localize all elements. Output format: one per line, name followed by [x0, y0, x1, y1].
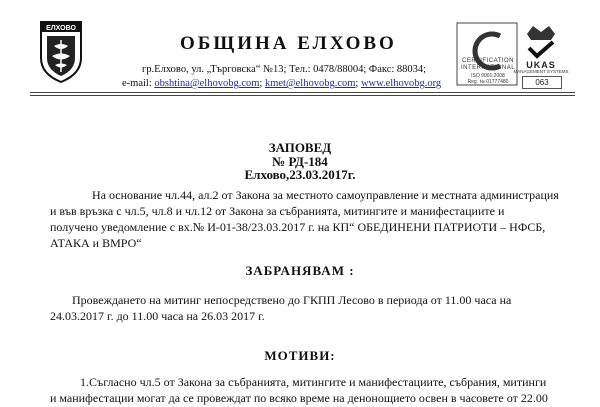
website-link[interactable]: www.elhovobg.org — [360, 78, 442, 89]
intro-line: На основание чл.44, ал.2 от Закона за местното самоуправление и местната администрация — [92, 188, 559, 202]
prohibit-line: Провеждането на митинг непосредствено до ГКПП Лесово в периода от 11.00 часа на — [72, 293, 512, 307]
intro-line: получено уведомление с вх.№ И-01-38/23.03.2017 г. на КП“ ОБЕДИНЕНИ ПАТРИОТИ – НФСБ, — [50, 220, 546, 234]
ukas-crown-tick-logo — [519, 20, 563, 64]
email-link-kmet[interactable]: kmet@elhovobg.com — [264, 78, 356, 89]
header-divider — [30, 95, 575, 96]
prohibit-heading: ЗАБРАНЯВАМ : — [245, 263, 355, 278]
email-separator: ; — [259, 78, 263, 89]
motives-heading: МОТИВИ: — [264, 348, 336, 363]
email-label: e-mail: — [122, 78, 152, 89]
prohibit-paragraph — [50, 292, 570, 324]
municipality-title: ОБЩИНА ЕЛХОВО — [180, 33, 397, 54]
ukas-number: 063 — [522, 76, 562, 89]
email-link-obshtina[interactable]: obshtina@elhovobg.com — [154, 78, 260, 89]
email-separator: ; — [355, 78, 359, 89]
header-divider — [30, 92, 575, 93]
motive-line: 1.Съгласно чл.5 от Закона за събранията, митингите и манифестациите, събрания, митинги — [80, 375, 547, 389]
cert-text-certification: CERTIFICATION — [462, 58, 514, 64]
ukas-subtitle: MANAGEMENT SYSTEMS — [513, 69, 569, 74]
crest-label: ЕЛХОВО — [46, 25, 76, 32]
cert-text-iso: ISO 9001:2008 — [471, 73, 505, 79]
contact-emails — [122, 78, 441, 89]
cert-text-international: INTERNATIONAL — [460, 65, 516, 71]
order-number: № РД-184 — [272, 154, 328, 169]
intro-line: АТАКА и ВМРО“ — [50, 236, 142, 250]
elhovo-crest-logo — [38, 18, 84, 84]
motives-paragraph — [50, 374, 570, 406]
intro-paragraph — [50, 187, 570, 251]
prohibit-line: 24.03.2017 г. до 11.00 часа на 26.03 2017 г. — [50, 309, 265, 323]
order-place-date: Елхово,23.03.2017г. — [244, 167, 356, 182]
cert-text-reg: Reg. № 01777480 — [467, 79, 509, 85]
order-heading: ЗАПОВЕД — [268, 140, 332, 155]
intro-line: и във връзка с чл.5, чл.8 и чл.12 от Закона за събранията, митингите и манифестациите и — [50, 204, 505, 218]
address-line: гр.Елхово, ул. „Търговска“ №13; Тел.: 0478/88004; Факс: 88034; — [142, 64, 427, 75]
motive-line: и манифестации могат да се провеждат по всяко време на денонощието освен в часовете от 22.00 — [50, 391, 548, 405]
ukas-name: UKAS — [526, 60, 556, 70]
